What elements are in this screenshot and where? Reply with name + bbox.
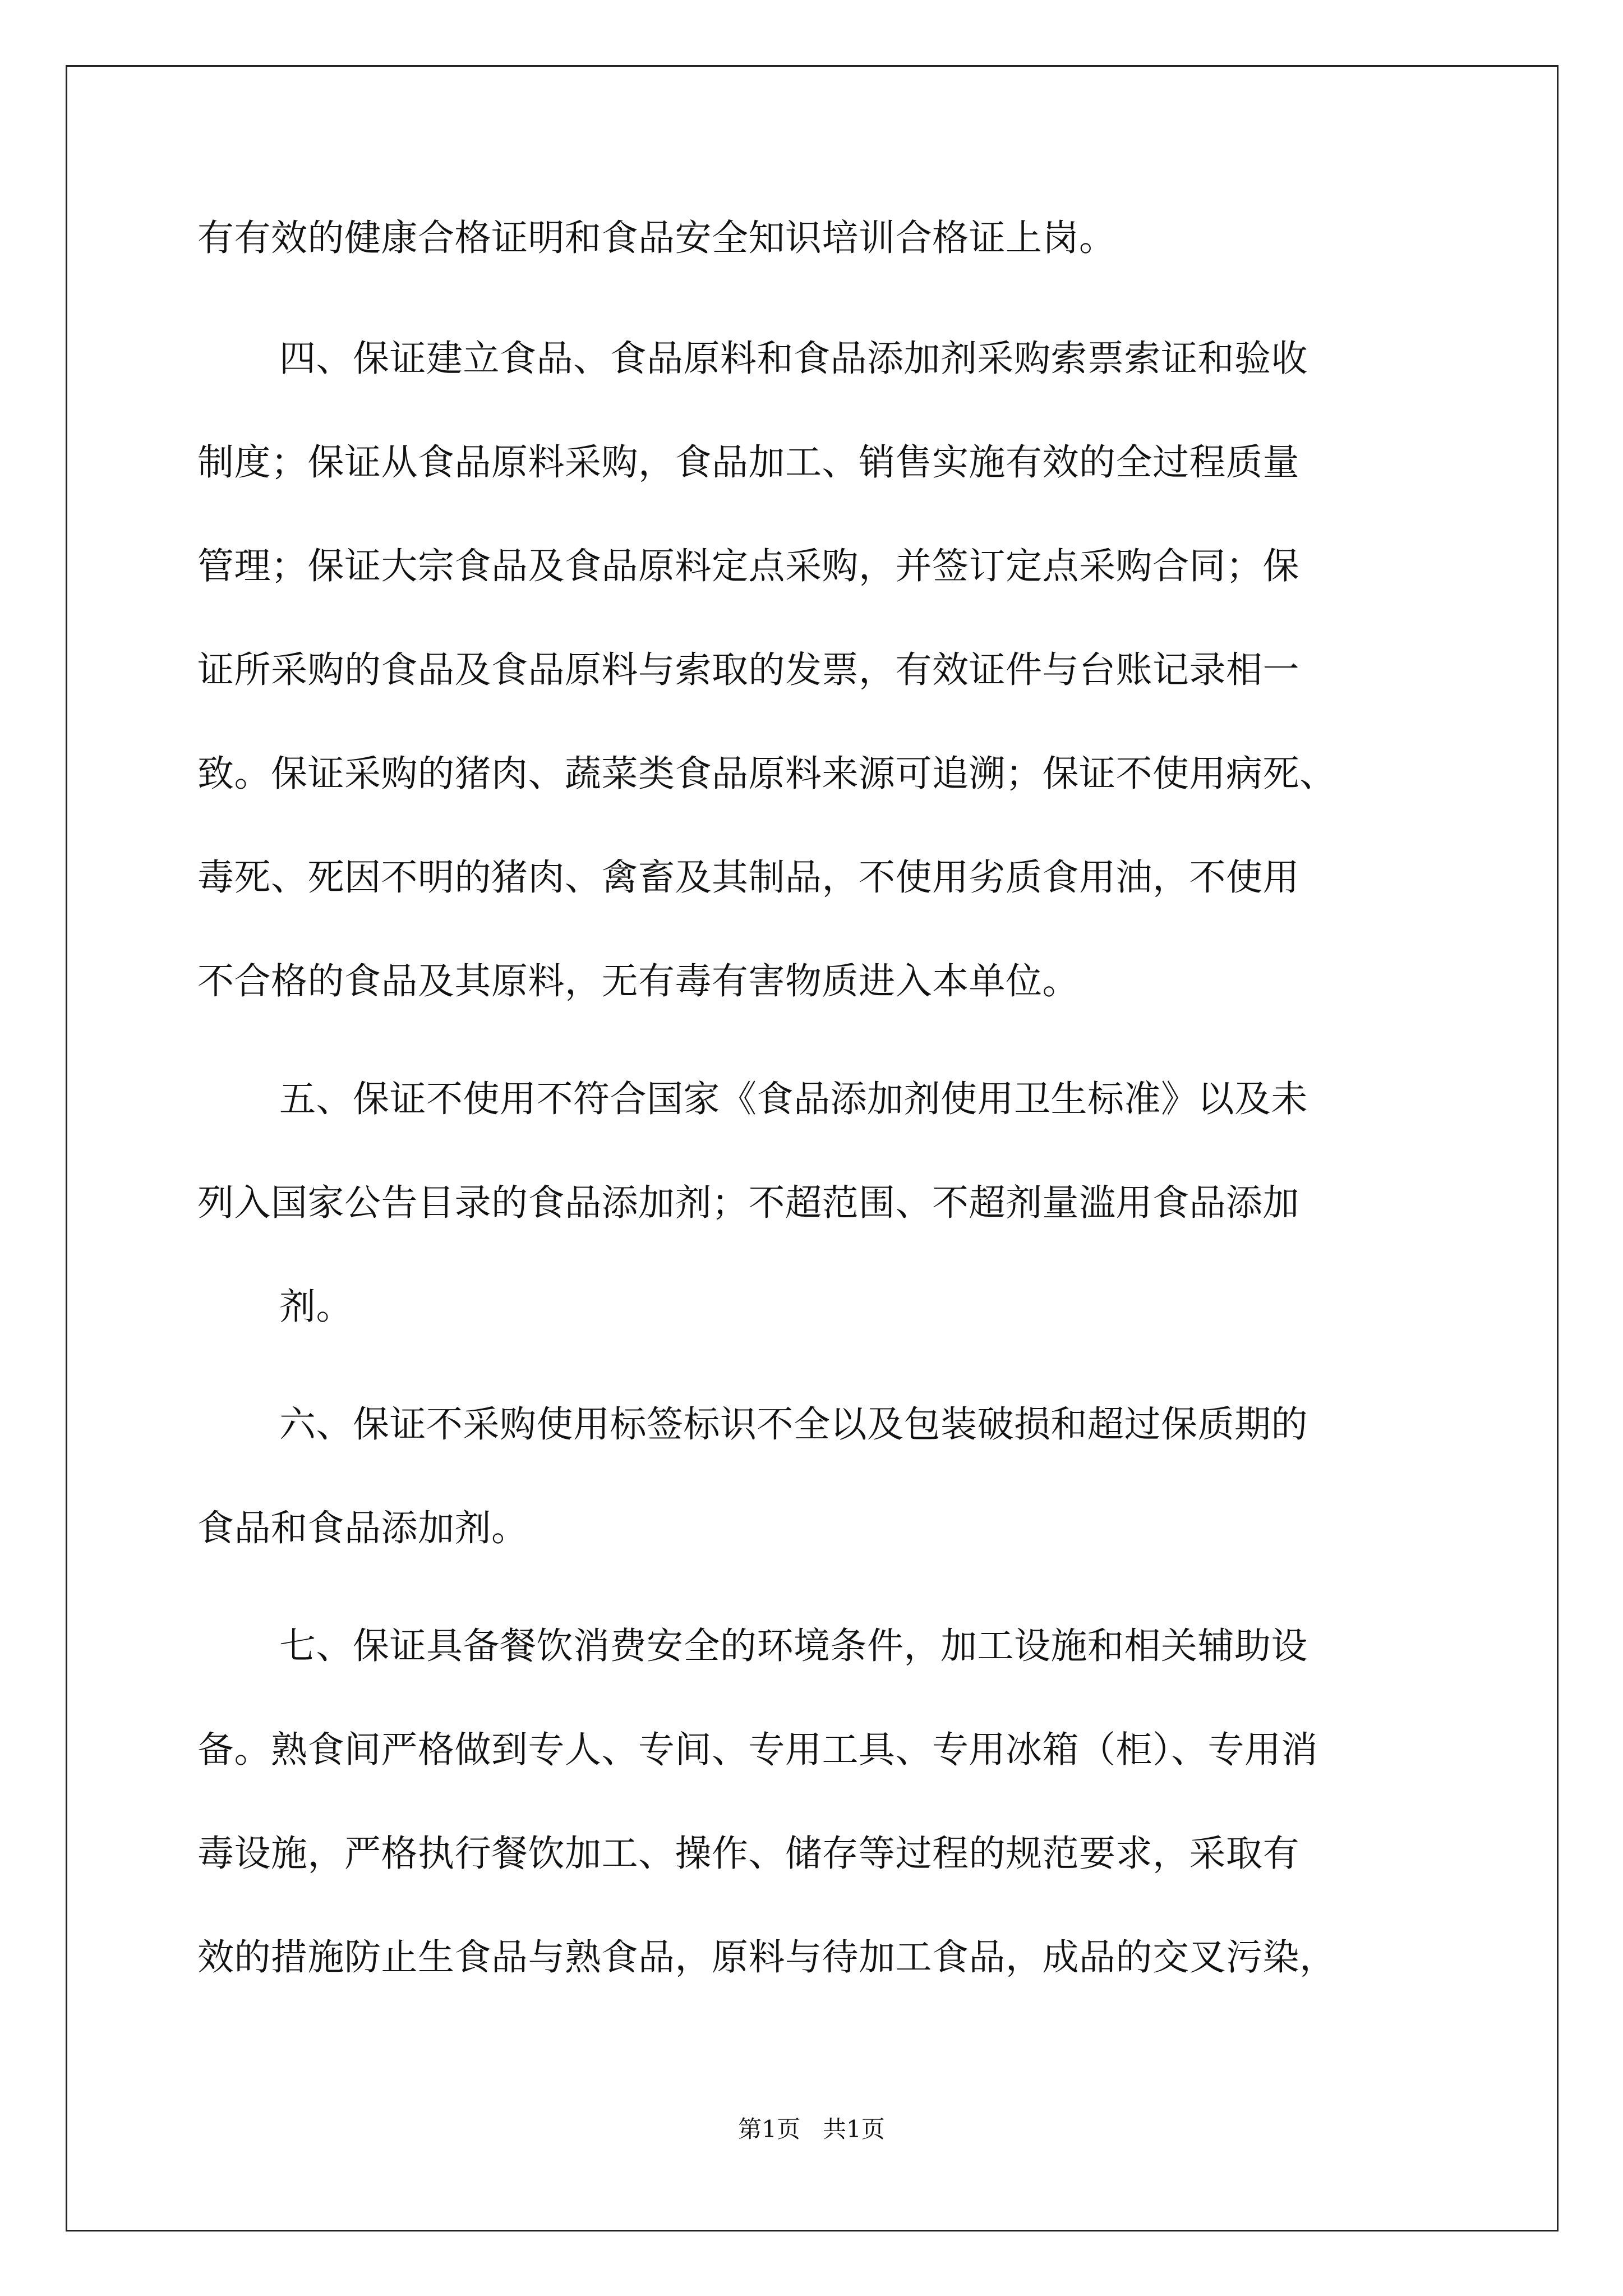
- text-line: 食品和食品添加剂。: [197, 1507, 528, 1549]
- text-line: 制度；保证从食品原料采购，食品加工、销售实施有效的全过程质量: [197, 441, 1300, 484]
- text-line: 四、保证建立食品、食品原料和食品添加剂采购索票索证和验收: [279, 338, 1308, 380]
- text-line: 致。保证采购的猪肉、蔬菜类食品原料来源可追溯；保证不使用病死、: [197, 753, 1336, 795]
- text-line: 五、保证不使用不符合国家《食品添加剂使用卫生标准》以及未: [279, 1078, 1308, 1120]
- text-line: 证所采购的食品及食品原料与索取的发票，有效证件与台账记录相一: [197, 649, 1300, 691]
- text-line: 管理；保证大宗食品及食品原料定点采购，并签订定点采购合同；保: [197, 545, 1300, 587]
- text-line: 不合格的食品及其原料，无有毒有害物质进入本单位。: [197, 960, 1080, 1002]
- text-line: 列入国家公告目录的食品添加剂；不超范围、不超剂量滥用食品添加: [197, 1182, 1300, 1224]
- text-line: 剂。: [279, 1286, 353, 1328]
- text-line: 六、保证不采购使用标签标识不全以及包装破损和超过保质期的: [279, 1404, 1308, 1446]
- text-line: 效的措施防止生食品与熟食品，原料与待加工食品，成品的交叉污染，: [197, 1936, 1336, 1978]
- text-line: 备。熟食间严格做到专人、专间、专用工具、专用冰箱（柜）、专用消: [197, 1729, 1318, 1771]
- text-line: 有有效的健康合格证明和食品安全知识培训合格证上岗。: [197, 217, 1116, 259]
- page-border: [66, 65, 1559, 2231]
- text-line: 毒设施，严格执行餐饮加工、操作、储存等过程的规范要求，采取有: [197, 1833, 1300, 1875]
- page-number: 第1页 共1页: [738, 2115, 885, 2143]
- text-line: 七、保证具备餐饮消费安全的环境条件，加工设施和相关辅助设: [279, 1625, 1308, 1667]
- text-line: 毒死、死因不明的猪肉、禽畜及其制品，不使用劣质食用油，不使用: [197, 857, 1300, 899]
